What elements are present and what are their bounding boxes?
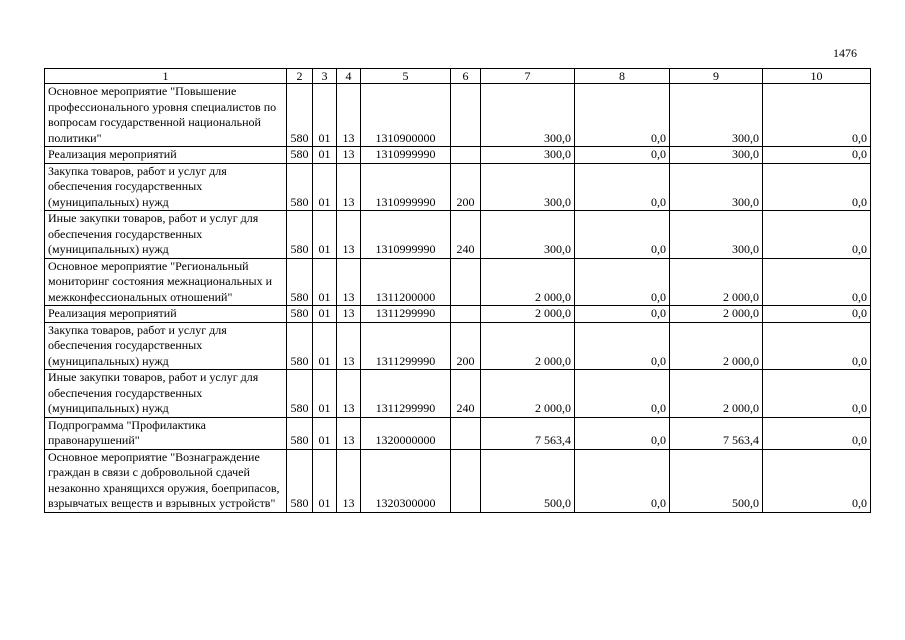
table-row bbox=[45, 84, 871, 147]
cell-col-8: 0,0 bbox=[575, 449, 670, 512]
cell-col-2: 580 bbox=[287, 163, 313, 211]
cell-col-6: 240 bbox=[451, 370, 481, 418]
cell-col-9: 2 000,0 bbox=[670, 258, 763, 306]
cell-col-6 bbox=[451, 417, 481, 449]
cell-col-10: 0,0 bbox=[763, 306, 871, 323]
cell-col-4: 13 bbox=[337, 147, 361, 164]
row-name-cell: Основное мероприятие "Повышение профессионального уровня специалистов по вопросам государственной национальной политики" bbox=[45, 84, 287, 147]
cell-col-10: 0,0 bbox=[763, 370, 871, 418]
cell-col-7: 300,0 bbox=[481, 163, 575, 211]
cell-col-2: 580 bbox=[287, 417, 313, 449]
cell-col-5: 1310900000 bbox=[361, 84, 451, 147]
cell-col-5: 1311299990 bbox=[361, 306, 451, 323]
cell-col-10: 0,0 bbox=[763, 417, 871, 449]
cell-col-5: 1311299990 bbox=[361, 370, 451, 418]
column-header: 5 bbox=[361, 69, 451, 84]
column-header: 10 bbox=[763, 69, 871, 84]
column-header: 2 bbox=[287, 69, 313, 84]
cell-col-2: 580 bbox=[287, 211, 313, 259]
table-row bbox=[45, 163, 871, 211]
column-header: 1 bbox=[45, 69, 287, 84]
cell-col-8: 0,0 bbox=[575, 163, 670, 211]
column-header: 8 bbox=[575, 69, 670, 84]
cell-col-3: 01 bbox=[313, 306, 337, 323]
cell-col-3: 01 bbox=[313, 211, 337, 259]
cell-col-9: 300,0 bbox=[670, 147, 763, 164]
cell-col-4: 13 bbox=[337, 449, 361, 512]
table-row bbox=[45, 449, 871, 512]
column-header: 9 bbox=[670, 69, 763, 84]
budget-table bbox=[44, 68, 871, 513]
table-row bbox=[45, 306, 871, 323]
cell-col-9: 2 000,0 bbox=[670, 322, 763, 370]
cell-col-6 bbox=[451, 306, 481, 323]
cell-col-2: 580 bbox=[287, 258, 313, 306]
table-body bbox=[45, 69, 871, 513]
cell-col-10: 0,0 bbox=[763, 211, 871, 259]
page-number: 1476 bbox=[833, 46, 857, 60]
table-row bbox=[45, 258, 871, 306]
cell-col-5: 1310999990 bbox=[361, 211, 451, 259]
cell-col-6 bbox=[451, 84, 481, 147]
cell-col-2: 580 bbox=[287, 306, 313, 323]
cell-col-3: 01 bbox=[313, 163, 337, 211]
header-row bbox=[45, 69, 871, 84]
cell-col-5: 1310999990 bbox=[361, 163, 451, 211]
cell-col-3: 01 bbox=[313, 449, 337, 512]
cell-col-9: 300,0 bbox=[670, 163, 763, 211]
table-row bbox=[45, 147, 871, 164]
cell-col-7: 300,0 bbox=[481, 84, 575, 147]
cell-col-3: 01 bbox=[313, 417, 337, 449]
cell-col-9: 500,0 bbox=[670, 449, 763, 512]
column-header: 3 bbox=[313, 69, 337, 84]
cell-col-6: 200 bbox=[451, 163, 481, 211]
cell-col-9: 300,0 bbox=[670, 84, 763, 147]
cell-col-10: 0,0 bbox=[763, 322, 871, 370]
row-name-cell: Иные закупки товаров, работ и услуг для обеспечения государственных (муниципальных) нужд bbox=[45, 370, 287, 418]
cell-col-2: 580 bbox=[287, 370, 313, 418]
cell-col-4: 13 bbox=[337, 322, 361, 370]
column-header: 4 bbox=[337, 69, 361, 84]
cell-col-4: 13 bbox=[337, 370, 361, 418]
cell-col-8: 0,0 bbox=[575, 258, 670, 306]
table-row bbox=[45, 211, 871, 259]
cell-col-10: 0,0 bbox=[763, 449, 871, 512]
cell-col-7: 2 000,0 bbox=[481, 370, 575, 418]
cell-col-8: 0,0 bbox=[575, 322, 670, 370]
cell-col-5: 1310999990 bbox=[361, 147, 451, 164]
cell-col-3: 01 bbox=[313, 84, 337, 147]
cell-col-4: 13 bbox=[337, 417, 361, 449]
cell-col-5: 1320300000 bbox=[361, 449, 451, 512]
cell-col-6 bbox=[451, 258, 481, 306]
cell-col-7: 2 000,0 bbox=[481, 306, 575, 323]
cell-col-2: 580 bbox=[287, 84, 313, 147]
row-name-cell: Основное мероприятие "Вознаграждение граждан в связи с добровольной сдачей незаконно хранящихся оружия, боеприпасов, взрывчатых веществ и взрывных устройств" bbox=[45, 449, 287, 512]
cell-col-7: 7 563,4 bbox=[481, 417, 575, 449]
cell-col-3: 01 bbox=[313, 322, 337, 370]
cell-col-4: 13 bbox=[337, 163, 361, 211]
row-name-cell: Подпрограмма "Профилактика правонарушений" bbox=[45, 417, 287, 449]
cell-col-6: 240 bbox=[451, 211, 481, 259]
cell-col-9: 2 000,0 bbox=[670, 306, 763, 323]
cell-col-4: 13 bbox=[337, 211, 361, 259]
cell-col-4: 13 bbox=[337, 306, 361, 323]
cell-col-2: 580 bbox=[287, 449, 313, 512]
cell-col-3: 01 bbox=[313, 147, 337, 164]
cell-col-7: 2 000,0 bbox=[481, 258, 575, 306]
cell-col-6 bbox=[451, 449, 481, 512]
table-row bbox=[45, 370, 871, 418]
row-name-cell: Реализация мероприятий bbox=[45, 306, 287, 323]
cell-col-4: 13 bbox=[337, 84, 361, 147]
row-name-cell: Иные закупки товаров, работ и услуг для обеспечения государственных (муниципальных) нужд bbox=[45, 211, 287, 259]
cell-col-8: 0,0 bbox=[575, 211, 670, 259]
cell-col-7: 300,0 bbox=[481, 211, 575, 259]
cell-col-5: 1320000000 bbox=[361, 417, 451, 449]
cell-col-8: 0,0 bbox=[575, 417, 670, 449]
cell-col-2: 580 bbox=[287, 147, 313, 164]
cell-col-7: 300,0 bbox=[481, 147, 575, 164]
cell-col-8: 0,0 bbox=[575, 370, 670, 418]
cell-col-2: 580 bbox=[287, 322, 313, 370]
cell-col-3: 01 bbox=[313, 258, 337, 306]
cell-col-10: 0,0 bbox=[763, 163, 871, 211]
row-name-cell: Закупка товаров, работ и услуг для обеспечения государственных (муниципальных) нужд bbox=[45, 163, 287, 211]
cell-col-6: 200 bbox=[451, 322, 481, 370]
table-row bbox=[45, 417, 871, 449]
cell-col-7: 2 000,0 bbox=[481, 322, 575, 370]
cell-col-8: 0,0 bbox=[575, 84, 670, 147]
cell-col-10: 0,0 bbox=[763, 258, 871, 306]
cell-col-8: 0,0 bbox=[575, 306, 670, 323]
row-name-cell: Закупка товаров, работ и услуг для обеспечения государственных (муниципальных) нужд bbox=[45, 322, 287, 370]
cell-col-8: 0,0 bbox=[575, 147, 670, 164]
cell-col-9: 2 000,0 bbox=[670, 370, 763, 418]
cell-col-6 bbox=[451, 147, 481, 164]
table-row bbox=[45, 322, 871, 370]
column-header: 6 bbox=[451, 69, 481, 84]
cell-col-4: 13 bbox=[337, 258, 361, 306]
cell-col-7: 500,0 bbox=[481, 449, 575, 512]
cell-col-10: 0,0 bbox=[763, 147, 871, 164]
cell-col-3: 01 bbox=[313, 370, 337, 418]
cell-col-5: 1311200000 bbox=[361, 258, 451, 306]
cell-col-10: 0,0 bbox=[763, 84, 871, 147]
cell-col-9: 7 563,4 bbox=[670, 417, 763, 449]
row-name-cell: Реализация мероприятий bbox=[45, 147, 287, 164]
cell-col-5: 1311299990 bbox=[361, 322, 451, 370]
row-name-cell: Основное мероприятие "Региональный мониторинг состояния межнациональных и межконфессиональных отношений" bbox=[45, 258, 287, 306]
column-header: 7 bbox=[481, 69, 575, 84]
cell-col-9: 300,0 bbox=[670, 211, 763, 259]
